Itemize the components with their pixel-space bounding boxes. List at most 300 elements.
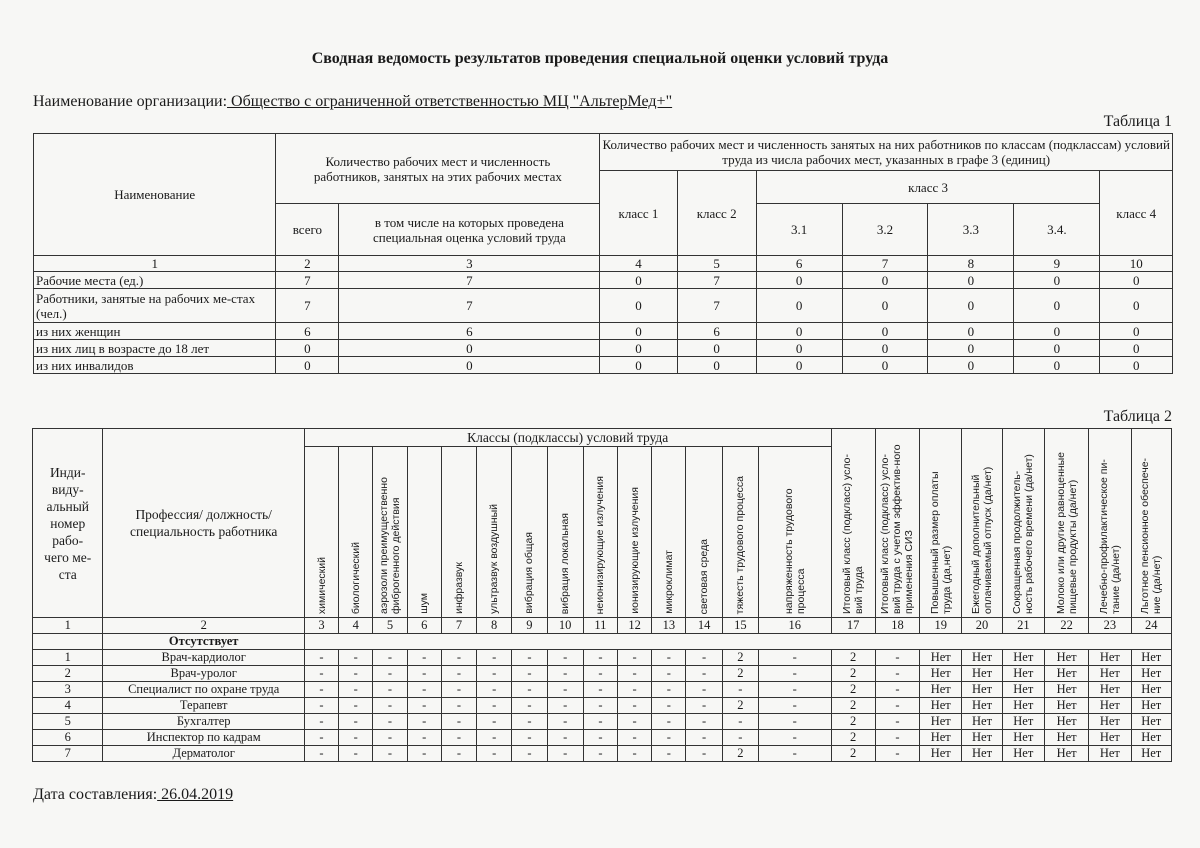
t2-cell: 2 bbox=[722, 698, 758, 714]
date-value: 26.04.2019 bbox=[157, 786, 234, 803]
t1-cell: 7 bbox=[276, 272, 339, 289]
t1-cell: 0 bbox=[756, 340, 842, 357]
t2-cell: 2 bbox=[831, 730, 875, 746]
t2-cell: Нет bbox=[962, 730, 1002, 746]
t2-cell: - bbox=[758, 698, 831, 714]
t2-cell: - bbox=[875, 650, 919, 666]
t2-cell: Нет bbox=[920, 682, 962, 698]
t2-cell: Нет bbox=[920, 730, 962, 746]
t1-header-class2: класс 2 bbox=[677, 171, 756, 256]
table2-label: Таблица 2 bbox=[1103, 408, 1172, 425]
col-number: 3 bbox=[339, 256, 600, 272]
t2-cell: - bbox=[758, 682, 831, 698]
t2-cell: - bbox=[758, 714, 831, 730]
t2-cell: - bbox=[477, 746, 512, 762]
col-number: 13 bbox=[652, 618, 686, 634]
t1-cell: 0 bbox=[600, 323, 677, 340]
t1-header-workplaces: Количество рабочих мест и численность работников, занятых на этих рабочих местах bbox=[276, 134, 600, 204]
t1-column-numbers bbox=[34, 256, 1173, 272]
t2-cell: - bbox=[547, 730, 583, 746]
t2-cell: 2 bbox=[831, 666, 875, 682]
t2-cell: - bbox=[477, 698, 512, 714]
t1-header-class1: класс 1 bbox=[600, 171, 677, 256]
t2-cell: - bbox=[618, 730, 652, 746]
t1-header-class4: класс 4 bbox=[1100, 171, 1173, 256]
t2-cell: - bbox=[441, 698, 476, 714]
col-number: 7 bbox=[441, 618, 476, 634]
t2-cell: - bbox=[722, 714, 758, 730]
t2-cell: - bbox=[339, 698, 373, 714]
t1-cell: 7 bbox=[276, 289, 339, 323]
t2-row-number: 4 bbox=[33, 698, 103, 714]
t2-cell: - bbox=[758, 746, 831, 762]
t2-cell: - bbox=[304, 746, 338, 762]
t1-header-3-2: 3.2 bbox=[842, 204, 928, 256]
t2-header-factor: микроклимат bbox=[652, 447, 686, 618]
t2-cell: Нет bbox=[1089, 698, 1131, 714]
t2-cell: - bbox=[477, 682, 512, 698]
t1-cell: 0 bbox=[1100, 323, 1173, 340]
t1-cell: 0 bbox=[1100, 357, 1173, 374]
t1-row-name: из них лиц в возрасте до 18 лет bbox=[34, 340, 276, 357]
t2-cell: - bbox=[547, 682, 583, 698]
t2-cell: - bbox=[373, 746, 407, 762]
t2-header-nutrition: Лечебно-профилактическое пи-тание (да/нет) bbox=[1089, 429, 1131, 618]
t1-header-by-class: Количество рабочих мест и численность занятых на них работников по классам (подклассам) условий труда из числа рабочих мест, указанных в графе 3 (единиц) bbox=[600, 134, 1173, 171]
col-number: 4 bbox=[600, 256, 677, 272]
t2-cell: - bbox=[875, 714, 919, 730]
t2-cell: - bbox=[686, 682, 722, 698]
t2-cell: Нет bbox=[1131, 666, 1171, 682]
t2-cell: - bbox=[441, 746, 476, 762]
t2-cell: Нет bbox=[1002, 666, 1044, 682]
t2-cell: - bbox=[512, 714, 547, 730]
t2-row-number: 5 bbox=[33, 714, 103, 730]
t2-cell: - bbox=[304, 666, 338, 682]
t2-cell: - bbox=[547, 746, 583, 762]
t1-row-name: из них женщин bbox=[34, 323, 276, 340]
t2-header-factor: тяжесть трудового процесса bbox=[722, 447, 758, 618]
t2-cell: Нет bbox=[1044, 698, 1088, 714]
t1-cell: 0 bbox=[276, 340, 339, 357]
t2-cell: - bbox=[407, 730, 441, 746]
t2-header-factor: ионизирующие излучения bbox=[618, 447, 652, 618]
t1-cell: 0 bbox=[756, 272, 842, 289]
t2-cell: - bbox=[583, 650, 617, 666]
t2-cell: 2 bbox=[831, 682, 875, 698]
t2-cell: Нет bbox=[1089, 682, 1131, 698]
t2-row-number: 1 bbox=[33, 650, 103, 666]
t2-cell: Нет bbox=[1089, 666, 1131, 682]
t2-cell: - bbox=[512, 746, 547, 762]
document-title: Сводная ведомость результатов проведения специальной оценки условий труда bbox=[311, 50, 889, 67]
t2-cell: - bbox=[304, 682, 338, 698]
t2-cell: Нет bbox=[1131, 730, 1171, 746]
t2-cell: - bbox=[304, 714, 338, 730]
t2-cell: - bbox=[512, 650, 547, 666]
t2-cell: - bbox=[373, 698, 407, 714]
t1-cell: 0 bbox=[677, 340, 756, 357]
t1-cell: 6 bbox=[339, 323, 600, 340]
t2-cell: - bbox=[583, 714, 617, 730]
t1-header-3-1: 3.1 bbox=[756, 204, 842, 256]
t1-cell: 0 bbox=[1014, 272, 1100, 289]
date-label: Дата составления: bbox=[33, 786, 158, 803]
t2-row-profession: Бухгалтер bbox=[103, 714, 304, 730]
t2-section-label: Отсутствует bbox=[103, 634, 304, 650]
t2-cell: 2 bbox=[722, 746, 758, 762]
t2-cell: Нет bbox=[1002, 730, 1044, 746]
t2-cell: - bbox=[373, 730, 407, 746]
t1-cell: 0 bbox=[1100, 272, 1173, 289]
date-line bbox=[33, 786, 233, 804]
t2-row bbox=[33, 682, 1172, 698]
t1-row bbox=[34, 289, 1173, 323]
col-number: 8 bbox=[928, 256, 1014, 272]
t2-header-factor: напряженность трудового процесса bbox=[758, 447, 831, 618]
t1-cell: 0 bbox=[1014, 357, 1100, 374]
t1-cell: 0 bbox=[842, 323, 928, 340]
t2-cell: - bbox=[407, 714, 441, 730]
t2-header-classes: Классы (подклассы) условий труда bbox=[304, 429, 831, 447]
t2-row-number: 7 bbox=[33, 746, 103, 762]
t1-row-name: Рабочие места (ед.) bbox=[34, 272, 276, 289]
t2-row-number: 2 bbox=[33, 666, 103, 682]
t1-cell: 7 bbox=[677, 289, 756, 323]
t1-cell: 0 bbox=[1100, 340, 1173, 357]
t2-cell: Нет bbox=[1131, 746, 1171, 762]
t1-cell: 0 bbox=[928, 289, 1014, 323]
t2-cell: Нет bbox=[1044, 650, 1088, 666]
t1-cell: 0 bbox=[677, 357, 756, 374]
t2-cell: - bbox=[618, 666, 652, 682]
t2-cell: 2 bbox=[831, 714, 875, 730]
col-number: 12 bbox=[618, 618, 652, 634]
col-number: 1 bbox=[33, 618, 103, 634]
t2-cell: Нет bbox=[962, 714, 1002, 730]
t2-header-factor: биологический bbox=[339, 447, 373, 618]
workplace-table bbox=[32, 428, 1172, 762]
t2-cell: - bbox=[441, 714, 476, 730]
t2-column-numbers bbox=[33, 618, 1172, 634]
t2-cell: - bbox=[304, 650, 338, 666]
t2-cell: - bbox=[477, 714, 512, 730]
col-number: 4 bbox=[339, 618, 373, 634]
t2-cell: - bbox=[547, 698, 583, 714]
t2-cell: - bbox=[583, 682, 617, 698]
t2-cell: - bbox=[652, 714, 686, 730]
t2-row-profession: Инспектор по кадрам bbox=[103, 730, 304, 746]
t2-row bbox=[33, 650, 1172, 666]
t1-cell: 0 bbox=[928, 272, 1014, 289]
t2-header-factor: инфразвук bbox=[441, 447, 476, 618]
t2-row bbox=[33, 730, 1172, 746]
t2-cell: - bbox=[618, 698, 652, 714]
t1-header-total: всего bbox=[276, 204, 339, 256]
t2-cell: - bbox=[652, 666, 686, 682]
col-number: 9 bbox=[512, 618, 547, 634]
t2-cell: Нет bbox=[1089, 714, 1131, 730]
t2-header-factor: неионизирующие излучения bbox=[583, 447, 617, 618]
t2-header-factor: аэрозоли преимущественно фиброгенного действия bbox=[373, 447, 407, 618]
t2-cell: Нет bbox=[1131, 698, 1171, 714]
t1-cell: 0 bbox=[600, 272, 677, 289]
t1-row-name: из них инвалидов bbox=[34, 357, 276, 374]
t1-cell: 0 bbox=[600, 357, 677, 374]
col-number: 24 bbox=[1131, 618, 1171, 634]
t2-cell: - bbox=[758, 666, 831, 682]
t2-header-factor: световая среда bbox=[686, 447, 722, 618]
t2-cell: - bbox=[652, 698, 686, 714]
t1-cell: 0 bbox=[842, 357, 928, 374]
t2-cell: - bbox=[875, 746, 919, 762]
t2-cell: - bbox=[583, 698, 617, 714]
t2-cell: Нет bbox=[1002, 682, 1044, 698]
col-number: 19 bbox=[920, 618, 962, 634]
t1-row bbox=[34, 272, 1173, 289]
t2-cell: - bbox=[477, 666, 512, 682]
t2-cell: Нет bbox=[962, 650, 1002, 666]
t2-cell: - bbox=[407, 682, 441, 698]
col-number: 11 bbox=[583, 618, 617, 634]
t2-cell: - bbox=[441, 666, 476, 682]
t2-cell: - bbox=[407, 746, 441, 762]
t1-cell: 0 bbox=[339, 357, 600, 374]
t2-cell: Нет bbox=[920, 698, 962, 714]
t1-cell: 7 bbox=[339, 272, 600, 289]
col-number: 21 bbox=[1002, 618, 1044, 634]
t2-cell: Нет bbox=[1044, 730, 1088, 746]
t2-cell: - bbox=[875, 730, 919, 746]
col-number: 6 bbox=[756, 256, 842, 272]
t1-row-name: Работники, занятые на рабочих ме-стах (чел.) bbox=[34, 289, 276, 323]
organization-name: Общество с ограниченной ответственностью МЦ "АльтерМед+" bbox=[227, 93, 673, 110]
summary-table bbox=[33, 133, 1173, 374]
t2-cell: Нет bbox=[1089, 746, 1131, 762]
col-number: 16 bbox=[758, 618, 831, 634]
col-number: 18 bbox=[875, 618, 919, 634]
col-number: 14 bbox=[686, 618, 722, 634]
t2-header-factor: химический bbox=[304, 447, 338, 618]
t2-cell: 2 bbox=[722, 650, 758, 666]
t2-cell: - bbox=[686, 714, 722, 730]
t1-cell: 0 bbox=[1014, 289, 1100, 323]
t2-cell: Нет bbox=[962, 698, 1002, 714]
t2-row bbox=[33, 666, 1172, 682]
t2-cell: - bbox=[373, 666, 407, 682]
t2-cell: Нет bbox=[962, 746, 1002, 762]
col-number: 8 bbox=[477, 618, 512, 634]
t2-cell: - bbox=[686, 746, 722, 762]
col-number: 7 bbox=[842, 256, 928, 272]
t2-cell: - bbox=[583, 666, 617, 682]
t2-cell: Нет bbox=[1044, 746, 1088, 762]
t1-cell: 6 bbox=[276, 323, 339, 340]
t2-row bbox=[33, 746, 1172, 762]
col-number: 17 bbox=[831, 618, 875, 634]
t2-cell: - bbox=[339, 666, 373, 682]
col-number: 20 bbox=[962, 618, 1002, 634]
t2-header-number: Инди-виду-альный номер рабо-чего ме-ста bbox=[33, 429, 103, 618]
t2-row bbox=[33, 698, 1172, 714]
t2-cell: - bbox=[547, 666, 583, 682]
t2-cell: - bbox=[686, 730, 722, 746]
t2-cell: - bbox=[373, 682, 407, 698]
t2-header-pension: Льготное пенсионное обеспече-ние (да/нет) bbox=[1131, 429, 1171, 618]
t2-cell: - bbox=[652, 730, 686, 746]
t2-cell: 2 bbox=[722, 666, 758, 682]
t2-cell: - bbox=[583, 746, 617, 762]
t2-cell: Нет bbox=[962, 666, 1002, 682]
t2-cell: Нет bbox=[920, 746, 962, 762]
t2-cell: - bbox=[686, 666, 722, 682]
t2-cell: Нет bbox=[1002, 714, 1044, 730]
t2-cell: - bbox=[583, 730, 617, 746]
t1-cell: 0 bbox=[1014, 323, 1100, 340]
t1-cell: 7 bbox=[677, 272, 756, 289]
t2-header-factor: шум bbox=[407, 447, 441, 618]
t2-row-profession: Врач-уролог bbox=[103, 666, 304, 682]
t1-cell: 0 bbox=[600, 340, 677, 357]
t2-cell: - bbox=[547, 650, 583, 666]
t2-cell: - bbox=[373, 714, 407, 730]
t1-row bbox=[34, 357, 1173, 374]
t2-cell: - bbox=[373, 650, 407, 666]
col-number: 9 bbox=[1014, 256, 1100, 272]
t2-header-final-class-ppe: Итоговый класс (подкласс) усло-вий труда с учетом эффектив-ного применения СИЗ bbox=[875, 429, 919, 618]
t2-cell: - bbox=[441, 730, 476, 746]
t1-header-class3: класс 3 bbox=[756, 171, 1100, 204]
t2-cell: Нет bbox=[1044, 682, 1088, 698]
t2-cell: - bbox=[407, 650, 441, 666]
t2-cell: - bbox=[875, 698, 919, 714]
table1-label: Таблица 1 bbox=[1103, 113, 1172, 130]
t1-header-name: Наименование bbox=[34, 134, 276, 256]
t2-cell: - bbox=[618, 682, 652, 698]
col-number: 2 bbox=[276, 256, 339, 272]
t2-header-factor: ультразвук воздушный bbox=[477, 447, 512, 618]
t2-header-milk: Молоко или другие равноценные пищевые продукты (да/нет) bbox=[1044, 429, 1088, 618]
t2-row-profession: Врач-кардиолог bbox=[103, 650, 304, 666]
t2-cell: - bbox=[686, 698, 722, 714]
t1-header-assessed: в том числе на которых проведена специальная оценка условий труда bbox=[339, 204, 600, 256]
t2-cell: - bbox=[652, 650, 686, 666]
t2-cell: - bbox=[339, 714, 373, 730]
t2-row-profession: Специалист по охране труда bbox=[103, 682, 304, 698]
t2-cell: - bbox=[304, 730, 338, 746]
t2-row-number: 3 bbox=[33, 682, 103, 698]
t1-row bbox=[34, 323, 1173, 340]
t2-row-profession: Дерматолог bbox=[103, 746, 304, 762]
t2-cell: Нет bbox=[962, 682, 1002, 698]
t1-cell: 0 bbox=[928, 340, 1014, 357]
t2-cell: - bbox=[339, 682, 373, 698]
t1-cell: 0 bbox=[756, 357, 842, 374]
col-number: 23 bbox=[1089, 618, 1131, 634]
col-number: 10 bbox=[1100, 256, 1173, 272]
t2-header-factor: вибрация общая bbox=[512, 447, 547, 618]
t2-cell: - bbox=[477, 650, 512, 666]
col-number: 15 bbox=[722, 618, 758, 634]
t2-row-profession: Терапевт bbox=[103, 698, 304, 714]
t2-cell: Нет bbox=[1089, 650, 1131, 666]
t2-cell: Нет bbox=[1002, 650, 1044, 666]
t2-cell: 2 bbox=[831, 650, 875, 666]
t2-cell: Нет bbox=[1089, 730, 1131, 746]
t2-cell: Нет bbox=[1131, 682, 1171, 698]
t2-cell: - bbox=[722, 730, 758, 746]
t2-cell: - bbox=[304, 698, 338, 714]
col-number: 5 bbox=[677, 256, 756, 272]
t2-cell: - bbox=[339, 746, 373, 762]
t1-cell: 0 bbox=[928, 323, 1014, 340]
t1-cell: 0 bbox=[842, 272, 928, 289]
col-number: 5 bbox=[373, 618, 407, 634]
t2-cell: - bbox=[618, 714, 652, 730]
t2-cell: - bbox=[407, 666, 441, 682]
t2-cell: - bbox=[618, 746, 652, 762]
t2-cell: - bbox=[512, 698, 547, 714]
organization-line bbox=[33, 93, 672, 111]
t1-cell: 7 bbox=[339, 289, 600, 323]
t2-section-row bbox=[33, 634, 1172, 650]
t2-cell: - bbox=[652, 746, 686, 762]
t2-cell: Нет bbox=[920, 714, 962, 730]
t2-cell: - bbox=[441, 682, 476, 698]
t2-cell: 2 bbox=[831, 698, 875, 714]
t1-cell: 0 bbox=[756, 323, 842, 340]
t1-cell: 0 bbox=[276, 357, 339, 374]
t2-cell: - bbox=[339, 650, 373, 666]
t2-cell: - bbox=[512, 730, 547, 746]
col-number: 22 bbox=[1044, 618, 1088, 634]
t2-cell: 2 bbox=[831, 746, 875, 762]
t1-cell: 0 bbox=[1014, 340, 1100, 357]
t2-cell: - bbox=[512, 682, 547, 698]
t2-cell: Нет bbox=[1131, 650, 1171, 666]
t2-header-leave: Ежегодный дополнительный оплачиваемый отпуск (да/нет) bbox=[962, 429, 1002, 618]
t2-cell: Нет bbox=[1002, 746, 1044, 762]
t2-header-short-hours: Сокращенная продолжитель-ность рабочего времени (да/нет) bbox=[1002, 429, 1044, 618]
t1-cell: 0 bbox=[756, 289, 842, 323]
t2-cell: - bbox=[686, 650, 722, 666]
t2-header-final-class: Итоговый класс (подкласс) усло-вий труда bbox=[831, 429, 875, 618]
col-number: 1 bbox=[34, 256, 276, 272]
t2-cell: - bbox=[652, 682, 686, 698]
t1-cell: 0 bbox=[339, 340, 600, 357]
t1-row bbox=[34, 340, 1173, 357]
t2-cell: - bbox=[722, 682, 758, 698]
t2-cell: - bbox=[875, 666, 919, 682]
t2-cell: - bbox=[758, 730, 831, 746]
t2-cell: Нет bbox=[1002, 698, 1044, 714]
t1-cell: 0 bbox=[842, 340, 928, 357]
t2-header-pay: Повышенный размер оплаты труда (да,нет) bbox=[920, 429, 962, 618]
t2-cell: Нет bbox=[1044, 714, 1088, 730]
t1-cell: 0 bbox=[600, 289, 677, 323]
t2-cell: Нет bbox=[920, 650, 962, 666]
t2-row bbox=[33, 714, 1172, 730]
t2-cell: - bbox=[758, 650, 831, 666]
t2-cell: - bbox=[339, 730, 373, 746]
t2-cell: - bbox=[477, 730, 512, 746]
t2-cell: - bbox=[512, 666, 547, 682]
t1-cell: 6 bbox=[677, 323, 756, 340]
t1-header-3-3: 3.3 bbox=[928, 204, 1014, 256]
t2-cell: - bbox=[547, 714, 583, 730]
t1-cell: 0 bbox=[1100, 289, 1173, 323]
t2-cell: - bbox=[875, 682, 919, 698]
